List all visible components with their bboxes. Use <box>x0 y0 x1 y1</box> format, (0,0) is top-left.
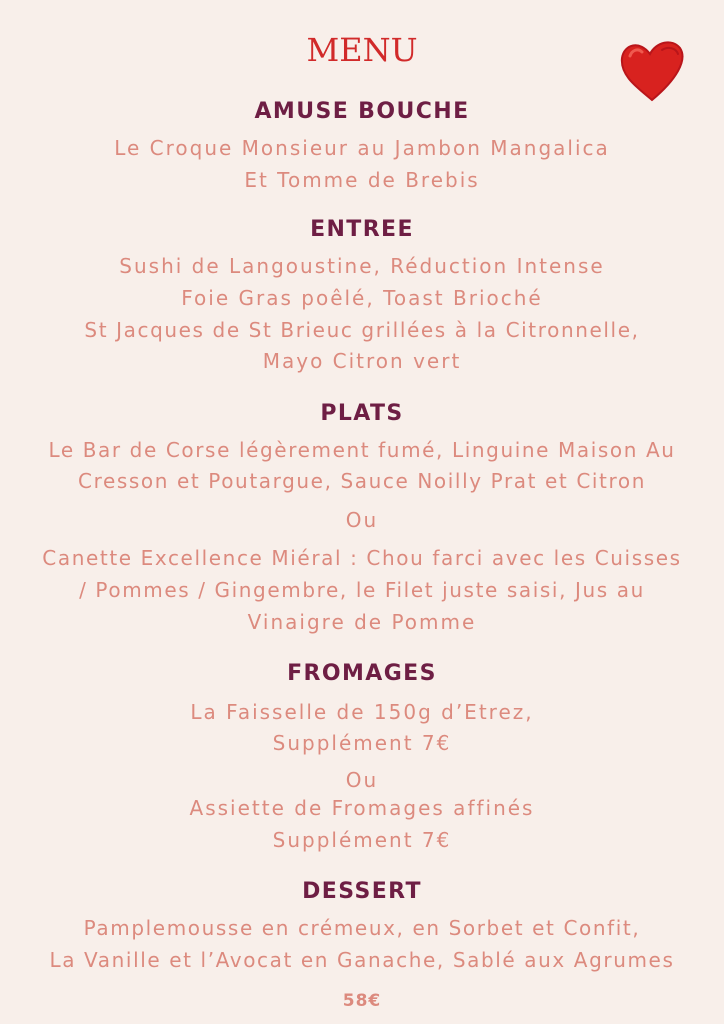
menu-title: MENU <box>306 31 418 69</box>
menu-line: Mayo Citron vert <box>262 349 462 373</box>
menu-line: Et Tomme de Brebis <box>244 168 480 192</box>
menu-line: Canette Excellence Miéral : Chou farci avec les Cuisses <box>42 546 682 570</box>
menu-line: Pamplemousse en crémeux, en Sorbet et Confit, <box>83 916 641 940</box>
section-heading-plats: PLATS <box>320 401 404 426</box>
menu-line: Vinaigre de Pomme <box>247 610 477 634</box>
menu-line: Supplément 7€ <box>272 731 452 755</box>
menu-line: Sushi de Langoustine, Réduction Intense <box>119 254 605 278</box>
menu-line: Le Bar de Corse légèrement fumé, Linguine Maison Au <box>48 438 676 462</box>
menu-line: La Faisselle de 150g d’Etrez, <box>190 700 534 724</box>
section-heading-entree: ENTREE <box>310 217 414 242</box>
section-heading-amuse-bouche: AMUSE BOUCHE <box>254 99 470 124</box>
menu-line: / Pommes / Gingembre, le Filet juste saisi, Jus au <box>79 578 645 602</box>
menu-line: St Jacques de St Brieuc grillées à la Citronnelle, <box>84 318 640 342</box>
menu-line: Supplément 7€ <box>272 828 452 852</box>
menu-line: Le Croque Monsieur au Jambon Mangalica <box>114 136 610 160</box>
menu-line: Ou <box>345 508 379 532</box>
menu-line: Cresson et Poutargue, Sauce Noilly Prat et Citron <box>78 469 646 493</box>
menu-price: 58€ <box>342 991 382 1011</box>
menu-line: Ou <box>345 768 379 792</box>
section-heading-fromages: FROMAGES <box>287 661 437 686</box>
heart-icon <box>616 36 688 106</box>
menu-line: La Vanille et l’Avocat en Ganache, Sablé aux Agrumes <box>49 948 675 972</box>
menu-line: Assiette de Fromages affinés <box>189 796 535 820</box>
section-heading-dessert: DESSERT <box>302 879 422 904</box>
menu-line: Foie Gras poêlé, Toast Brioché <box>181 286 543 310</box>
